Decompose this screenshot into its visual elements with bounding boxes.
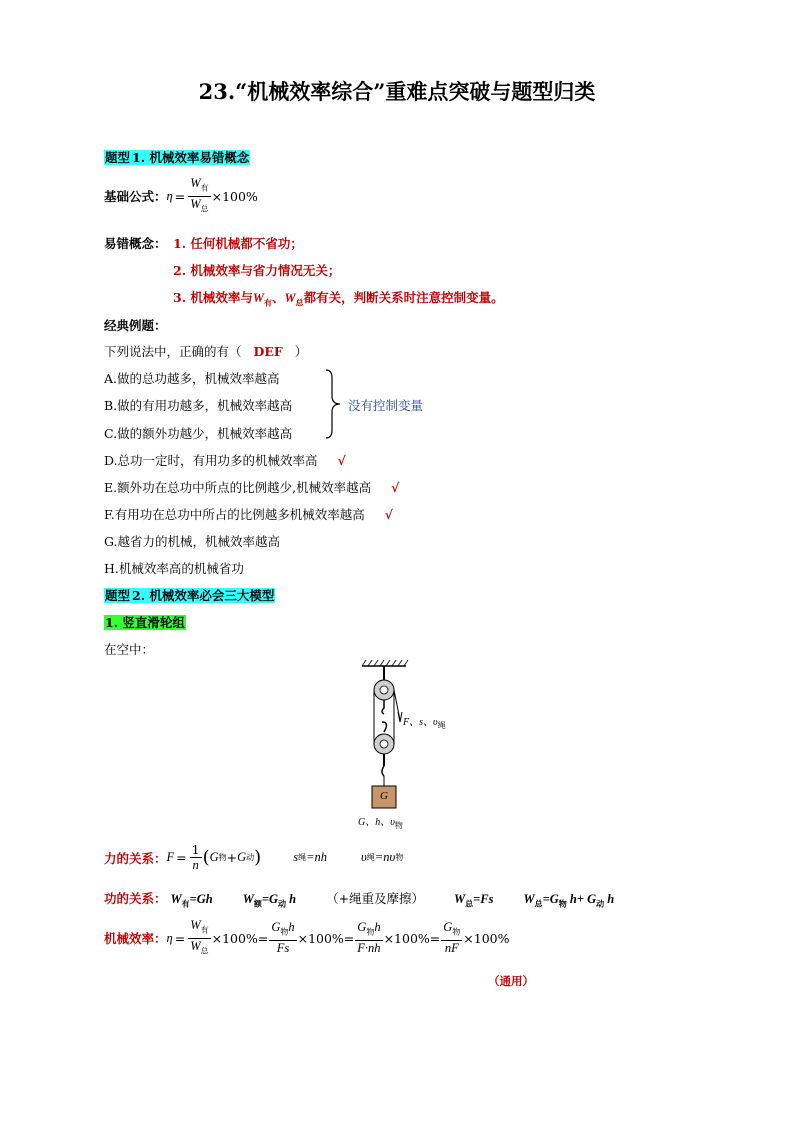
w-zong2-rhs1: =G [542,892,559,906]
v-rel-rhs: =nυ [374,850,396,864]
w-e-rhs2: h [286,892,297,906]
section2-heading-title: 2. 机械效率必会三大模型 [132,588,275,603]
eff-f3-num-sub: 物 [366,927,375,937]
question-answer: DEF [253,344,283,359]
numerator-w: W [190,176,201,190]
mistake-1: 1. 任何机械都不省功； [173,236,303,251]
pulley-diagram [340,660,500,830]
eff-f3-num-tail: h [374,920,381,935]
eff-t3: ×100%= [383,930,441,946]
eff-f2-den: Fs [276,940,290,955]
mistake-3-w1: W [252,291,265,305]
bottom-label-text: G、h、υ [358,817,395,828]
v-rel-v: υ [361,850,367,864]
option-c: C.做的额外功越少，机械效率越高 [104,426,293,441]
force-eq: = [176,850,187,865]
eff-frac-3 [355,920,382,956]
efficiency-row [104,918,510,958]
force-plus: + [226,850,238,865]
force-g2-sub: 动 [246,853,255,862]
work-label: 功的关系： [104,891,167,906]
question [104,342,307,360]
option-d-text: D.总功一定时，有用功多的机械效率高 [104,453,318,468]
section2-subheading-text: 1. 竖直滑轮组 [105,615,185,630]
v-rel-rhs-sub: 物 [395,853,404,862]
question-close: ） [294,344,308,359]
eff-f4-den: nF [444,940,459,955]
brace-icon [324,368,344,440]
option-g: G.越省力的机械，机械效率越高 [104,534,281,549]
eff-f1-num: W [190,918,201,932]
s-rel-s: s [293,850,299,864]
check-icon: √ [384,507,393,522]
work-relation-row [104,889,614,910]
eff-f3-den: F·nh [357,940,381,955]
mistake-3-w2: W [284,291,296,305]
rope-label-sub: 绳 [437,721,446,730]
question-text: 下列说法中，正确的有（ [104,344,242,359]
in-air-label: 在空中： [104,642,155,657]
option-d [104,451,346,469]
eff-eq: = [174,930,186,946]
section1-heading-prefix: 题型 [105,150,131,165]
times-100: ×100% [211,188,258,204]
section2-heading-prefix: 题型 [105,588,131,603]
option-a: A.做的总功越多，机械效率越高 [104,371,280,386]
w-you-sub: 有 [181,898,190,909]
w-zong-rhs: =Fs [473,892,494,906]
denominator-w: W [190,196,201,211]
w-zong2-rhs2: h+ G [566,892,597,906]
eff-t2: ×100%= [297,930,355,946]
mistake-3-w2-sub: 总 [295,297,304,308]
eff-eta: η [166,930,173,945]
s-rel-sub: 绳 [298,853,307,862]
bottom-label-sub: 物 [394,821,403,830]
check-icon: √ [337,453,346,468]
section2-subheading [104,613,186,631]
eff-f4-num-sub: 物 [452,927,461,937]
force-g1: G [209,850,219,864]
w-zong2-sub1: 物 [558,898,567,909]
bottom-label [358,813,403,831]
s-rel-rhs: =nh [306,850,328,864]
general-note: （通用） [488,974,534,988]
eff-t1: ×100%= [211,930,269,946]
example-label: 经典例题： [104,318,167,333]
efficiency-fraction [188,176,210,216]
w-e-sub: 额 [253,898,262,909]
rope-label-text: F、s、υ [403,717,438,728]
w-zong-sub: 总 [465,898,474,909]
option-h: H.机械效率高的机械省功 [104,561,244,576]
eff-f2-num-sub: 物 [280,927,289,937]
force-relation-row: 力的关系： F = $\frac{1}{n}$ ( G 物 + G 动 ) s 绳 =nh υ 绳 =nυ 物 [104,842,404,872]
basic-formula-row [104,176,258,216]
eff-frac-4 [441,920,462,956]
eff-frac-2 [269,920,296,956]
mistake-3-w1-sub: 有 [264,297,273,308]
mistakes-label: 易错概念： [104,236,167,251]
option-e-text: E.额外功在总功中所点的比例越少,机械效率越高 [104,480,372,495]
force-g2: G [237,850,247,864]
eff-f1-den: W [190,938,201,953]
section2-heading [104,586,275,604]
option-e [104,478,399,496]
eff-f1-num-sub: 有 [200,925,209,935]
denominator-sub: 总 [200,204,209,213]
brace-note: 没有控制变量 [348,398,424,413]
w-e-rhs-sub: 动 [278,898,286,909]
eff-f3-num: G [357,920,367,935]
w-zong2-sub: 总 [534,898,543,909]
w-zong2-sub2: 动 [596,898,605,909]
eff-t4: ×100% [463,930,510,946]
eff-f4-num: G [443,920,453,935]
work-note: （+绳重及摩擦） [326,891,425,906]
eff-f1-den-sub: 总 [200,946,209,955]
force-g1-sub: 物 [218,853,227,862]
mistake-3 [173,288,504,309]
option-f [104,505,393,523]
block-label: G [380,790,388,802]
numerator-sub: 有 [200,183,209,193]
eff-frac-1 [188,918,210,958]
option-b: B.做的有用功越多，机械效率越高 [104,398,293,413]
w-you: W [170,892,182,906]
basic-formula-label: 基础公式： [104,189,167,204]
force-fraction [190,842,202,873]
force-lhs: F [166,850,175,864]
check-icon: √ [391,480,400,495]
force-frac-num: 1 [191,842,200,857]
v-rel-sub: 绳 [366,853,375,862]
mistake-3-prefix: 3. 机械效率与 [173,290,253,305]
w-you-rhs: =Gh [189,892,213,906]
w-zong2: W [523,892,535,906]
option-f-text: F.有用功在总功中所占的比例越多机械效率越高 [104,507,365,522]
equals: = [174,188,186,204]
w-e: W [242,892,254,906]
eff-f2-num-tail: h [288,920,295,935]
w-zong: W [454,892,466,906]
force-label: 力的关系： [104,850,167,866]
section1-heading-title: 1. 机械效率易错概念 [132,150,250,165]
mistake-3-sep: 、 [272,290,285,305]
rope-label [403,713,446,731]
mistake-3-suffix: 都有关，判断关系时注意控制变量。 [303,290,504,305]
w-zong2-rhs3: h [604,892,615,906]
section1-heading [104,148,250,166]
eff-f2-num: G [271,920,281,935]
eff-label: 机械效率： [104,931,167,946]
eta-symbol: η [166,188,173,203]
mistake-2: 2. 机械效率与省力情况无关； [173,263,341,278]
w-e-rhs1: =G [261,892,278,906]
force-frac-den: n [192,858,199,872]
page-title: 23.“机械效率综合”重难点突破与题型归类 [198,79,596,104]
